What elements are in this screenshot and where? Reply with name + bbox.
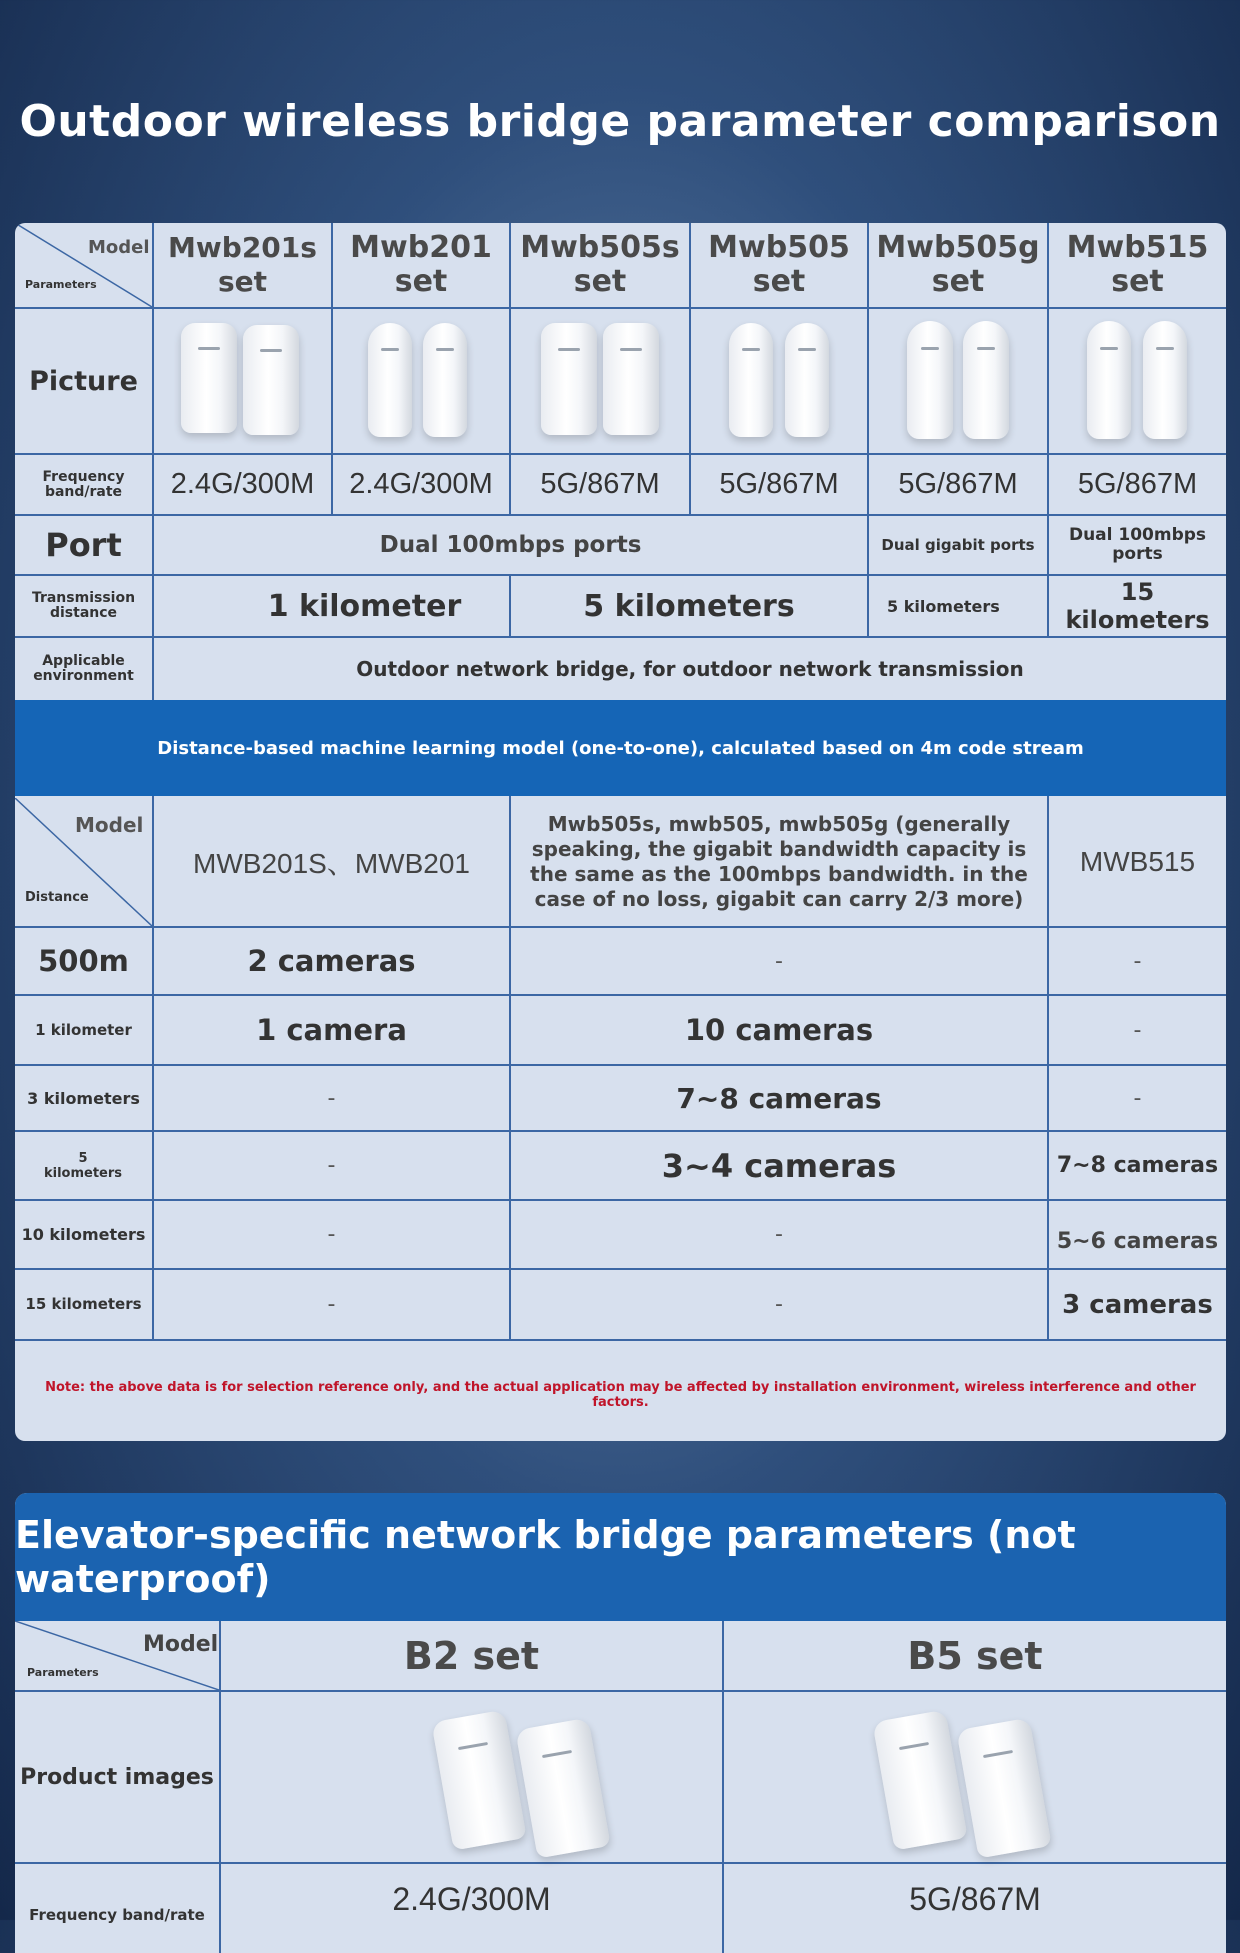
corner-model-label: Model (143, 1632, 219, 1657)
model-group-header: MWB515 (1079, 846, 1196, 877)
distance-value: 5 kilometers (583, 588, 795, 624)
camera-count: 2 cameras (247, 944, 416, 978)
frequency-value: 5G/867M (909, 1880, 1041, 1917)
corner-model-label: Model (75, 813, 144, 837)
distance-row-label: 500m (38, 944, 129, 978)
device-image (956, 1718, 1051, 1859)
reference-note: Note: the above data is for selection reference only, and the actual application may be affected by installation environment, wireless interference and other factors. (45, 1380, 1196, 1410)
calculation-banner (15, 700, 1226, 796)
camera-count: - (1133, 1017, 1142, 1043)
device-image (368, 323, 412, 437)
device-image (603, 323, 659, 435)
model-header: Mwb505s set (520, 230, 680, 299)
model-group-header: Mwb505s, mwb505, mwb505g (generally speaking, the gigabit bandwidth capacity is the same as the 100mbps bandwidth. in the case of no loss, gigabit can carry 2/3 more) (530, 812, 1028, 911)
camera-count: 1 camera (256, 1013, 407, 1047)
frequency-value: 5G/867M (540, 468, 660, 500)
device-image (963, 321, 1009, 439)
model-header: Mwb505 set (708, 230, 850, 299)
frequency-value: 5G/867M (719, 468, 839, 500)
corner-diagonal (15, 223, 152, 307)
corner-params-label: Parameters (25, 278, 97, 291)
device-image (243, 325, 299, 435)
camera-count: - (775, 1222, 783, 1247)
product-images-label: Product images (20, 1764, 214, 1790)
camera-count: 5~6 cameras (1056, 1229, 1219, 1254)
elevator-title: Elevator-specific network bridge parameters (not waterproof) (15, 1513, 1076, 1601)
port-label: Port (45, 526, 122, 564)
distance-value: 5 kilometers (887, 596, 1000, 616)
device-image (515, 1718, 610, 1859)
picture-label: Picture (29, 365, 138, 397)
device-image (431, 1710, 526, 1851)
frequency-label: Frequency band/rate (42, 468, 125, 500)
camera-count: 10 cameras (684, 1013, 874, 1047)
device-image (785, 323, 829, 437)
port-value: Dual gigabit ports (881, 536, 1035, 554)
environment-value: Outdoor network bridge, for outdoor network transmission (356, 657, 1024, 681)
grid-line (15, 307, 1226, 309)
comparison-card (15, 223, 1226, 1441)
camera-count: 3 cameras (1062, 1289, 1213, 1320)
grid-line (15, 1339, 1226, 1341)
frequency-label: Frequency band/rate (29, 1906, 205, 1924)
model-group-header: MWB201S、MWB201 (193, 848, 470, 879)
camera-count: 3~4 cameras (661, 1146, 897, 1185)
port-value: Dual 100mbps ports (1068, 525, 1207, 564)
camera-count: - (1133, 1085, 1142, 1111)
distance-row-label: 1 kilometer (35, 1020, 132, 1039)
model-header: Mwb201 set (350, 230, 492, 299)
corner-distance-label: Distance (25, 890, 89, 905)
model-header: Mwb201s set (168, 231, 317, 298)
page-title: Outdoor wireless bridge parameter comparison (19, 96, 1221, 147)
camera-count: 7~8 cameras (1056, 1153, 1219, 1178)
model-header: Mwb515 set (1066, 230, 1209, 299)
environment-label: Applicable environment (33, 653, 134, 684)
corner-params-label: Parameters (27, 1666, 99, 1679)
corner-model-label: Model (88, 237, 150, 258)
camera-count: - (327, 1153, 336, 1178)
camera-count: - (327, 1085, 336, 1111)
transmission-label: Transmission distance (31, 590, 136, 621)
elevator-model-header: B2 set (403, 1633, 540, 1678)
distance-row-label: 3 kilometers (27, 1088, 140, 1108)
camera-count: - (775, 948, 783, 974)
distance-row-label: 10 kilometers (21, 1225, 146, 1244)
frequency-value: 5G/867M (1077, 468, 1198, 500)
camera-count: - (327, 1292, 336, 1317)
port-value: Dual 100mbps ports (379, 532, 642, 558)
camera-count: 7~8 cameras (676, 1081, 882, 1115)
device-image (729, 323, 773, 437)
distance-value: 15 kilometers (1065, 578, 1210, 634)
frequency-value: 5G/867M (898, 468, 1018, 500)
distance-row-label: 15 kilometers (25, 1295, 142, 1313)
banner-text: Distance-based machine learning model (one-to-one), calculated based on 4m code stream (157, 737, 1084, 759)
distance-row-label: 5 kilometers (43, 1150, 123, 1181)
elevator-header (15, 1493, 1226, 1621)
camera-count: - (1133, 948, 1142, 974)
camera-count: - (775, 1292, 783, 1317)
device-image (423, 323, 467, 437)
model-header: Mwb505g set (876, 230, 1040, 299)
distance-value: 1 kilometer (267, 588, 462, 624)
elevator-card (15, 1493, 1226, 1953)
frequency-value: 2.4G/300M (392, 1880, 551, 1917)
device-image (181, 323, 237, 433)
device-image (872, 1710, 967, 1851)
camera-count: - (327, 1222, 336, 1247)
device-image (907, 321, 953, 439)
frequency-value: 2.4G/300M (170, 468, 315, 500)
device-image (541, 323, 597, 435)
device-image (1143, 321, 1187, 439)
device-image (1087, 321, 1131, 439)
frequency-value: 2.4G/300M (349, 468, 493, 500)
elevator-model-header: B5 set (907, 1633, 1043, 1678)
